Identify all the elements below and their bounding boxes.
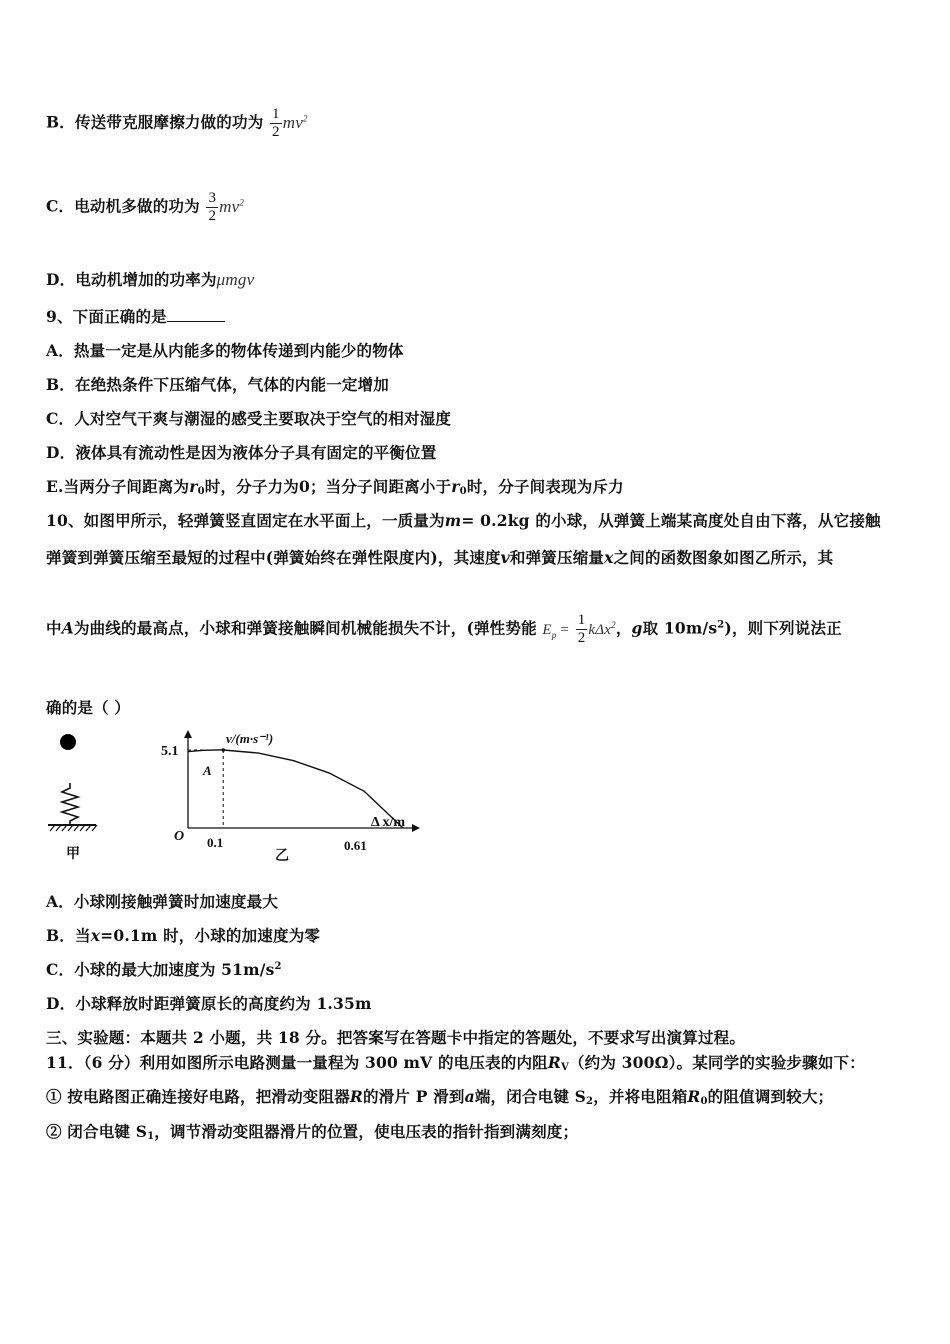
ball (60, 734, 76, 750)
q10-option-b: B．当x=0.1m 时，小球的加速度为零 (46, 926, 321, 945)
y-axis-label: v/(m·s⁻¹) (226, 731, 274, 746)
formula-umgv: μmgv (216, 270, 255, 289)
q10-line-4: 确的是（ ） (46, 698, 131, 717)
q10-line-3: 中A为曲线的最高点，小球和弹簧接触瞬间机械能损失不计，(弹性势能 $E_p$ = $\frac{1}{2}$ kΔx$^2$，g取 $10m/s^2$)，则下列说法正 (46, 612, 842, 646)
q9-option-d: D．液体具有流动性是因为液体分子具有固定的平衡位置 (46, 443, 437, 462)
q8-option-b (46, 106, 308, 141)
origin-label: O (174, 829, 185, 844)
q9-option-e: E.当两分子间距离为$r_0$时，分子力为0；当分子间距离小于$r_0$时，分子间表现为斥力 (46, 477, 624, 497)
answer-blank (167, 307, 225, 322)
q8-option-d (46, 268, 254, 290)
fraction-three-halves: $\frac{3}{2}$ (208, 190, 217, 224)
fraction-one-half: $\frac{1}{2}$ (577, 612, 586, 646)
q9-option-c: C．人对空气干爽与潮湿的感受主要取决于空气的相对湿度 (46, 409, 452, 428)
formula-ep: $E_p$ = (542, 621, 570, 640)
q8-option-d-label: D．电动机增加的功率为 (46, 270, 217, 289)
caption-jia: 甲 (66, 846, 80, 862)
q9-option-a: A．热量一定是从内能多的物体传递到内能少的物体 (46, 341, 404, 360)
q11-step-1: ① 按电路图正确连接好电路，把滑动变阻器R的滑片 P 滑到a端，闭合电键 $S_2$，并将电阻箱$R_0$的阻值调到较大； (46, 1087, 834, 1107)
q10-option-a: A．小球刚接触弹簧时加速度最大 (46, 892, 279, 911)
y-axis-arrow (184, 730, 192, 738)
section-3-heading: 三、实验题：本题共 2 小题，共 18 分。把答案写在答题卡中指定的答题处，不要求写出演算过程。 (46, 1028, 746, 1047)
q8-option-c (46, 190, 244, 225)
spring-icon (62, 783, 78, 824)
spring-velocity-figure (40, 728, 440, 868)
x-axis-label: Δ x/m (371, 815, 406, 830)
x-tick-label-0.1: 0.1 (207, 835, 224, 850)
formula-mv2: $mv^2$ (282, 112, 308, 132)
formula-kdx2: kΔx$^2$ (588, 619, 616, 638)
x-tick-label-0.61: 0.61 (344, 838, 367, 853)
q10-option-c: C．小球的最大加速度为 $51m/s^2$ (46, 960, 282, 979)
q10-line-1: 10、如图甲所示，轻弹簧竖直固定在水平面上，一质量为m= 0.2kg 的小球，从弹簧上端某高度处自由下落，从它接触 (46, 511, 881, 530)
x-axis-arrow (412, 824, 420, 832)
q11-stem: 11．（6 分）利用如图所示电路测量一量程为 300 mV 的电压表的内阻$R_V$（约为 300Ω）。某同学的实验步骤如下： (46, 1053, 865, 1073)
q10-line-2: 弹簧到弹簧压缩至最短的过程中(弹簧始终在弹性限度内)，其速度v和弹簧压缩量x之间的函数图象如图乙所示，其 (46, 548, 834, 567)
q8-option-b-label: B．传送带克服摩擦力做的功为 (46, 112, 264, 132)
y-tick-label: 5.1 (161, 744, 179, 759)
q11-step-2: ② 闭合电键 $S_1$，调节滑动变阻器滑片的位置，使电压表的指针指到满刻度； (46, 1122, 579, 1142)
fraction-one-half: $\frac{1}{2}$ (272, 106, 280, 140)
formula-mv2: $mv^2$ (219, 196, 245, 216)
q8-option-c-label: C．电动机多做的功为 (46, 196, 200, 216)
point-a-label: A (203, 763, 212, 778)
q9-stem: 9、下面正确的是 (46, 305, 225, 327)
point-a (221, 748, 225, 752)
q10-option-d: D．小球释放时距弹簧原长的高度约为 1.35m (46, 994, 372, 1013)
caption-yi: 乙 (275, 848, 289, 864)
q9-option-b: B．在绝热条件下压缩气体，气体的内能一定增加 (46, 375, 390, 394)
